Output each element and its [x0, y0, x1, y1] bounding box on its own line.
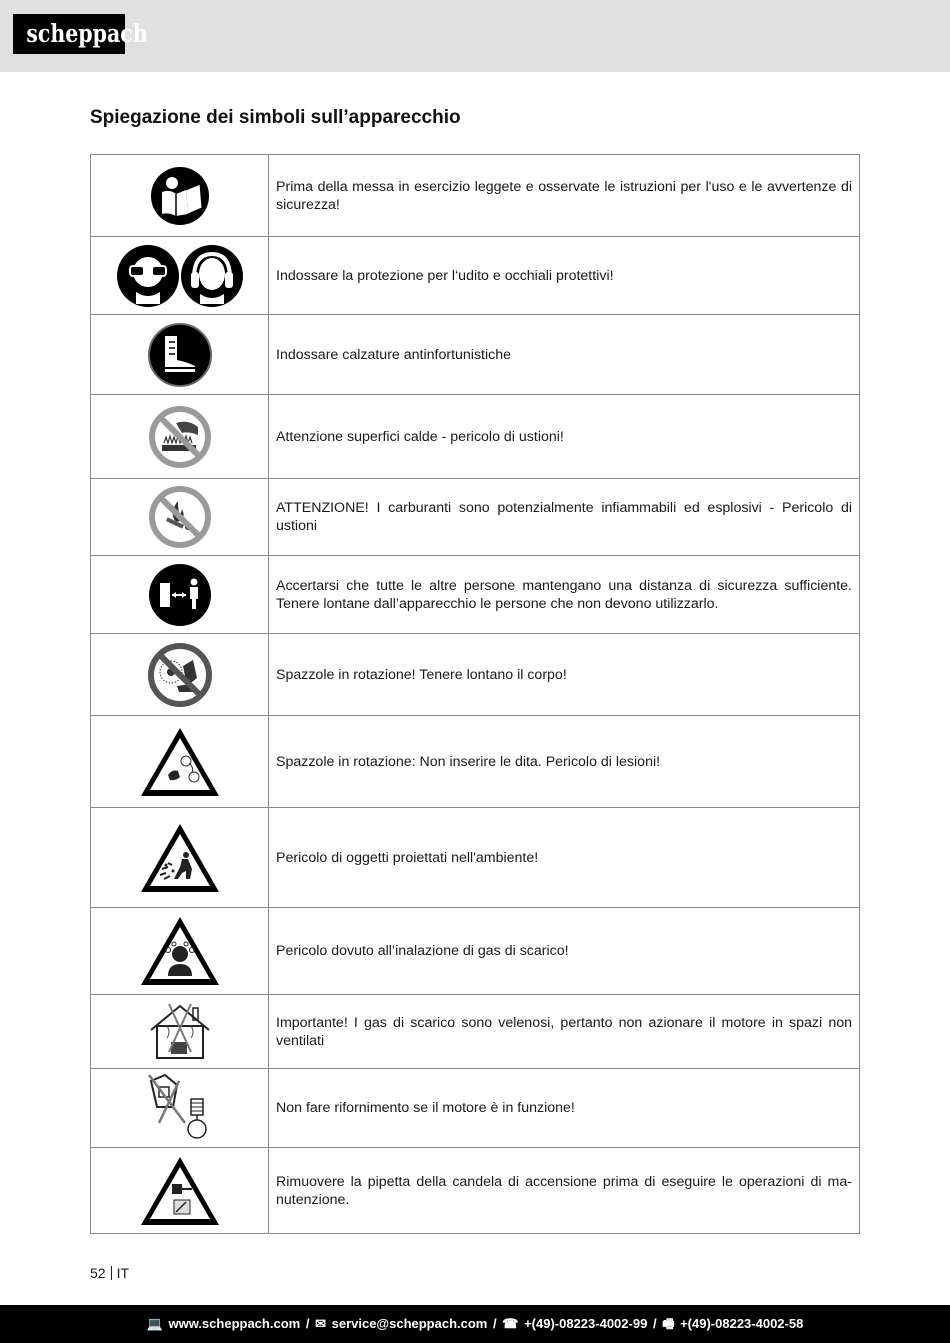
symbol-cell: [91, 395, 269, 479]
no-refuel-running-icon: [145, 1071, 215, 1145]
symbol-description: Non fare rifornimento se il motore è in funzione!: [269, 1069, 860, 1148]
no-open-flame-icon: [148, 485, 212, 549]
table-row: [91, 908, 860, 995]
symbol-description: Importante! I gas di scarico sono velenosi, pertanto non azionare il motore in spazi non ventilati: [269, 995, 860, 1069]
symbol-cell: [91, 808, 269, 908]
read-manual-icon: [150, 166, 210, 226]
email-icon: ✉: [315, 1316, 326, 1331]
rotating-brush-fingers-warning-icon: [138, 725, 222, 799]
exhaust-gas-warning-icon: [138, 914, 222, 988]
symbols-table: [90, 154, 860, 1234]
keep-distance-icon: [148, 563, 212, 627]
hot-surface-icon: [148, 405, 212, 469]
symbol-cell: [91, 479, 269, 556]
phone-number: +(49)-08223-4002-99: [524, 1316, 648, 1331]
remove-spark-plug-icon: [138, 1154, 222, 1228]
symbol-cell: [91, 237, 269, 315]
page-title: Spiegazione dei simboli sull’apparecchio: [90, 107, 461, 128]
symbol-cell: [91, 908, 269, 995]
table-row: [91, 634, 860, 716]
table-row: [91, 995, 860, 1069]
fax-number: +(49)-08223-4002-58: [680, 1316, 804, 1331]
contact-footer: [0, 1305, 950, 1343]
email-link[interactable]: service@scheppach.com: [331, 1316, 488, 1331]
symbol-description: Spazzole in rotazione: Non inserire le dita. Pericolo di lesioni!: [269, 716, 860, 808]
symbol-description: Rimuovere la pipetta della candela di accensione prima di eseguire le operazioni di ma-nutenzione.: [269, 1148, 860, 1234]
footer-separator: /: [305, 1316, 310, 1331]
symbol-description: Indossare la protezione per l‘udito e occhiali protettivi!: [269, 237, 860, 315]
symbol-cell: [91, 995, 269, 1069]
website-link[interactable]: www.scheppach.com: [168, 1316, 301, 1331]
fax-icon: 🖷: [662, 1316, 675, 1331]
table-row: [91, 716, 860, 808]
table-row: [91, 556, 860, 634]
eye-and-ear-protection-icon: [116, 244, 244, 308]
symbol-description: [269, 556, 860, 634]
language-code: IT: [116, 1265, 130, 1281]
page-number-value: 52: [90, 1265, 106, 1281]
symbol-cell: [91, 155, 269, 237]
flying-objects-warning-icon: [138, 821, 222, 895]
symbol-description: Indossare calzature antinfortunistiche: [269, 315, 860, 395]
symbol-description: Attenzione superfici calde - pericolo di ustioni!: [269, 395, 860, 479]
page-number-separator: [111, 1266, 112, 1280]
table-row: [91, 1148, 860, 1234]
symbol-description: Pericolo dovuto all’inalazione di gas di scarico!: [269, 908, 860, 995]
table-row: [91, 315, 860, 395]
table-row: [91, 237, 860, 315]
symbol-description-text: Accertarsi che tutte le altre persone mantengano una distanza di sicurezza sufficiente. Tenere lontane dall’apparecchio le persone che non devono utilizzarlo.: [276, 577, 852, 612]
safety-boots-icon: [147, 322, 213, 388]
table-row: [91, 395, 860, 479]
table-row: [91, 808, 860, 908]
symbol-cell: [91, 1148, 269, 1234]
scheppach-logo: scheppach: [13, 14, 125, 54]
rotating-brush-no-body-icon: [147, 642, 213, 708]
table-row: [91, 155, 860, 237]
symbol-cell: [91, 716, 269, 808]
table-row: [91, 1069, 860, 1148]
page-number: [90, 1265, 129, 1281]
symbol-description: ATTENZIONE! I carburanti sono potenzialmente infiammabili ed esplosivi - Pericolo di ustioni: [269, 479, 860, 556]
no-engine-indoors-icon: [147, 1002, 213, 1062]
page-header: [0, 0, 950, 72]
computer-icon: 💻: [146, 1316, 163, 1331]
symbol-cell: [91, 315, 269, 395]
footer-separator: /: [652, 1316, 657, 1331]
symbol-description: Prima della messa in esercizio leggete e osservate le istruzioni per l'uso e le avvertenze di sicurezza!: [269, 155, 860, 237]
phone-icon: ☎: [502, 1316, 519, 1331]
symbol-description: Spazzole in rotazione! Tenere lontano il corpo!: [269, 634, 860, 716]
footer-separator: /: [493, 1316, 497, 1331]
symbol-cell: [91, 556, 269, 634]
symbol-cell: [91, 634, 269, 716]
table-row: [91, 479, 860, 556]
symbol-cell: [91, 1069, 269, 1148]
symbol-description: Pericolo di oggetti proiettati nell'ambiente!: [269, 808, 860, 908]
